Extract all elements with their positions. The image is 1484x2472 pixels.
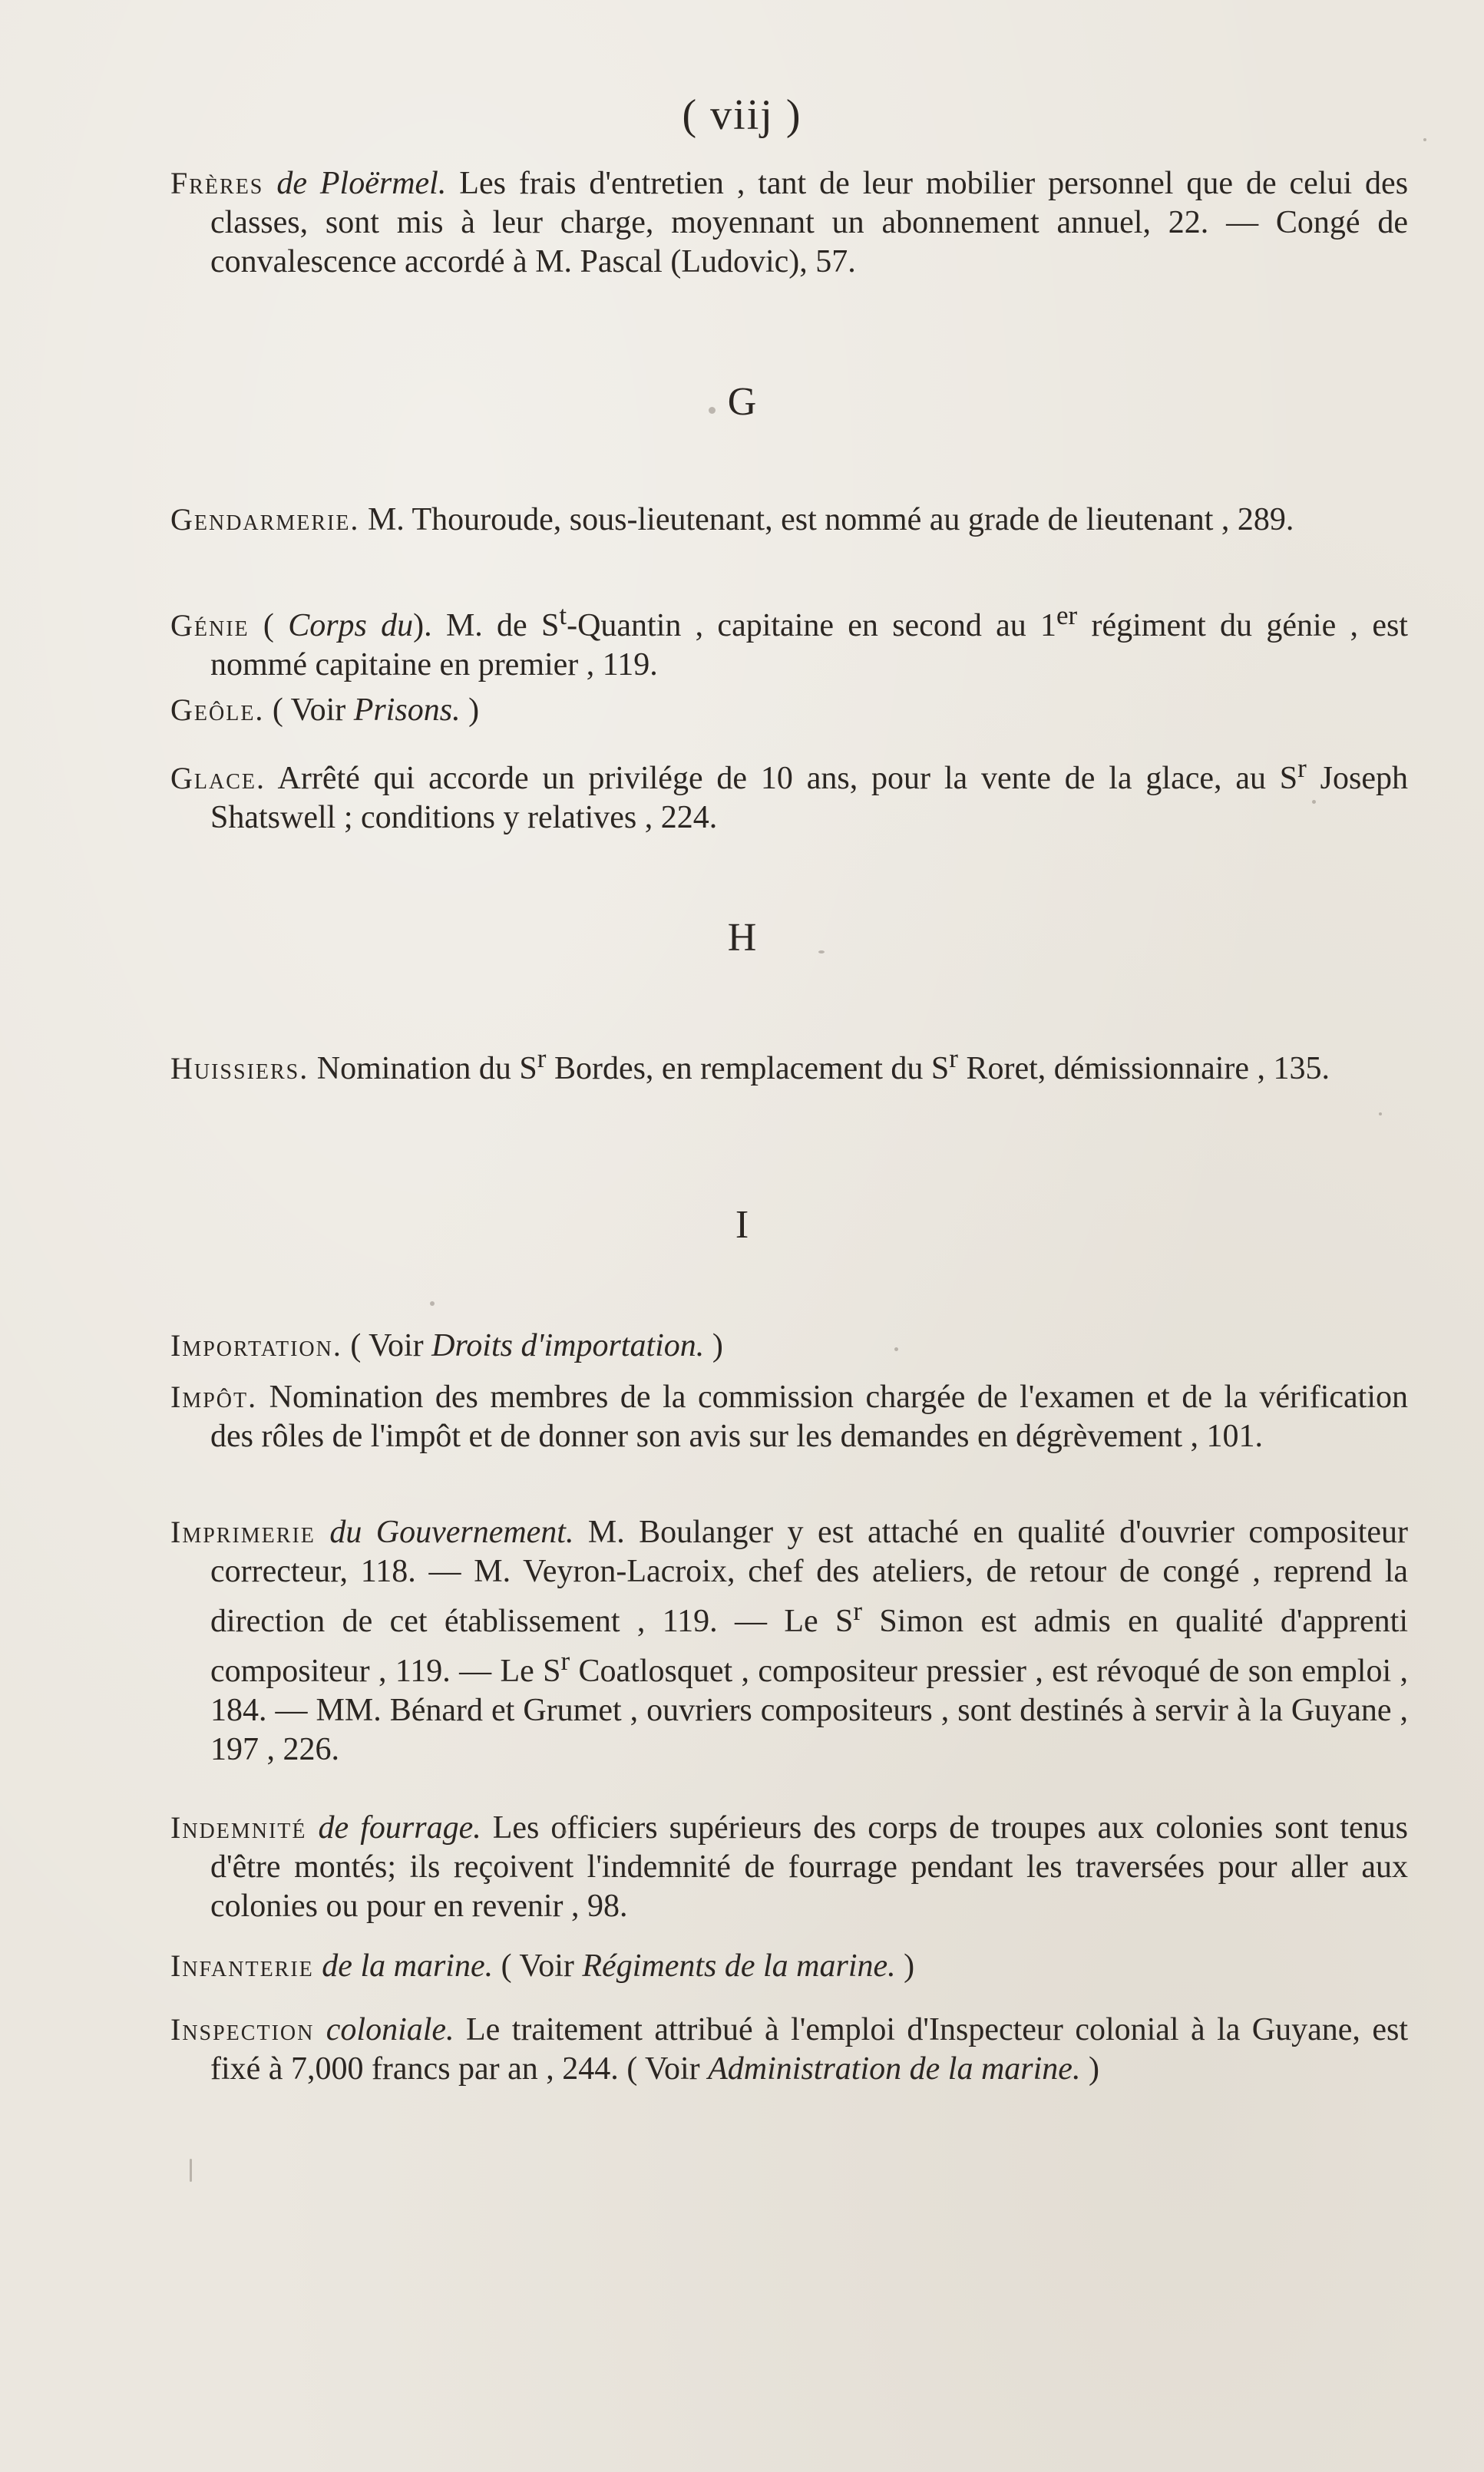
entry-head: Glace. [170,761,266,795]
entry-head: Génie [170,608,250,643]
entry-importation [170,1326,1408,1366]
entry-see-close: ) [895,1948,915,1984]
entry-see-open: ( Voir [493,1948,583,1984]
paper-speck [818,950,825,953]
entry-subhead: Corps du [288,608,414,643]
entry-body: Le traitement attribué à l'emploi d'Inspecteur colonial à la Guyane, est fixé à 7,000 francs par an , 244. [210,2012,1408,2087]
entry-body: M. Boulanger y est attaché en qualité d'ouvrier compositeur correcteur, 118. — M. Veyron-Lacroix, chef des ateliers, de retour de congé , reprend la direction de cet établissement , 119. — Le S [210,1515,1408,1639]
entry-see-close: ) [1080,2051,1099,2087]
entry-head: Huissiers. [170,1051,309,1086]
entry-body: Les frais d'entretien , tant de leur mobilier personnel que de celui des classes, sont mis à leur charge, moyennant un abonnement annuel, 22. — Congé de convalescence accordé à M. Pascal (Ludovic), 57. [210,166,1409,279]
entry-body: Les officiers supérieurs des corps de troupes aux colonies sont tenus d'être montés; ils reçoivent l'indemnité de fourrage pendant les traversées pour aller aux colonies ou pour en revenir , 98. [210,1810,1408,1924]
entry-head: Indemnité [170,1810,307,1845]
entry-indemnite [170,1808,1408,1926]
entry-geole [170,690,1408,730]
entry-head: Imprimerie [170,1515,316,1549]
entry-body: Coatlosquet , compositeur pressier , est révoqué de son emploi , 184. — MM. Bénard et Grumet , ouvriers compositeurs , sont destinés à servir à la Guyane , 197 , 226. [210,1654,1408,1767]
entry-glace [170,749,1408,838]
entry-body: régiment du génie , est nommé capitaine en premier , 119. [210,608,1408,682]
entry-gendarmerie [170,500,1408,540]
entry-head: Impôt. [170,1380,258,1414]
entry-huissiers [170,1039,1408,1089]
entry-body: Roret, démissionnaire , 135. [957,1051,1330,1086]
entry-body: Nomination du S [309,1051,537,1086]
superscript: r [949,1043,958,1073]
paper-speck [894,1347,898,1351]
entry-head: Geôle. [170,692,265,727]
entry-see-close: ) [460,692,480,728]
entry-subhead: de la marine. [313,1948,494,1984]
entry-see-open: ( Voir [264,692,354,728]
entry-head: Frères [170,166,264,200]
section-letter-g: G [727,380,757,424]
entry-inspection [170,2010,1408,2089]
entry-paren-open: ( [249,608,289,643]
entry-see-close: ) [704,1328,723,1363]
entry-reference: Droits d'importation. [431,1328,705,1363]
entry-reference: Administration de la marine. [708,2051,1081,2087]
section-letter-h: H [727,916,757,960]
entry-see-open: ( Voir [618,2051,709,2087]
superscript: r [1297,753,1307,783]
entry-head: Infanterie [170,1948,314,1983]
superscript: er [1056,600,1078,630]
superscript: r [537,1043,547,1073]
paper-speck [562,1829,567,1834]
entry-reference: Prisons. [353,692,461,728]
entry-impot [170,1377,1408,1456]
entry-body: M. Thouroude, sous-lieutenant, est nommé au grade de lieutenant , 289. [367,502,1294,537]
paper-speck [1379,1112,1382,1115]
section-letter-i: I [735,1203,749,1247]
entry-body: Arrêté qui accorde un privilége de 10 ans, pour la vente de la glace, au S [266,761,1298,796]
entry-subhead: coloniale. [314,2012,454,2047]
superscript: r [560,1646,570,1676]
entry-subhead: du Gouvernement. [315,1515,574,1550]
entry-reference: Régiments de la marine. [582,1948,896,1984]
entry-see-open: ( Voir [342,1328,432,1363]
superscript: t [559,600,567,630]
entry-head: Importation. [170,1328,342,1363]
entry-imprimerie [170,1512,1408,1770]
entry-body: M. de S [445,608,560,643]
entry-body: -Quantin , capitaine en second au 1 [567,608,1057,643]
entry-subhead: de Ploërmel. [276,166,447,201]
paper-speck [430,1301,435,1306]
entry-freres [170,164,1408,282]
paper-speck [190,2159,192,2182]
paper-speck [1312,800,1316,804]
entry-subhead: de fourrage. [306,1810,481,1846]
entry-genie [170,596,1408,685]
page-number: ( viij ) [682,91,802,139]
entry-body: Joseph Shatswell ; conditions y relatives , 224. [210,761,1408,835]
paper-speck [1423,138,1426,141]
entry-head: Gendarmerie. [170,502,360,537]
entry-body: Bordes, en remplacement du S [546,1051,950,1086]
entry-paren-close: ). [413,608,446,643]
superscript: r [853,1596,863,1626]
entry-infanterie [170,1946,1408,1986]
paper-speck [709,407,716,414]
entry-body: Nomination des membres de la commission chargée de l'examen et de la vérification des rôles de l'impôt et de donner son avis sur les demandes en dégrèvement , 101. [210,1380,1408,1454]
entry-head: Inspection [170,2012,315,2047]
entry-body: Simon est admis en qualité d'apprenti compositeur , 119. — Le S [210,1604,1408,1689]
